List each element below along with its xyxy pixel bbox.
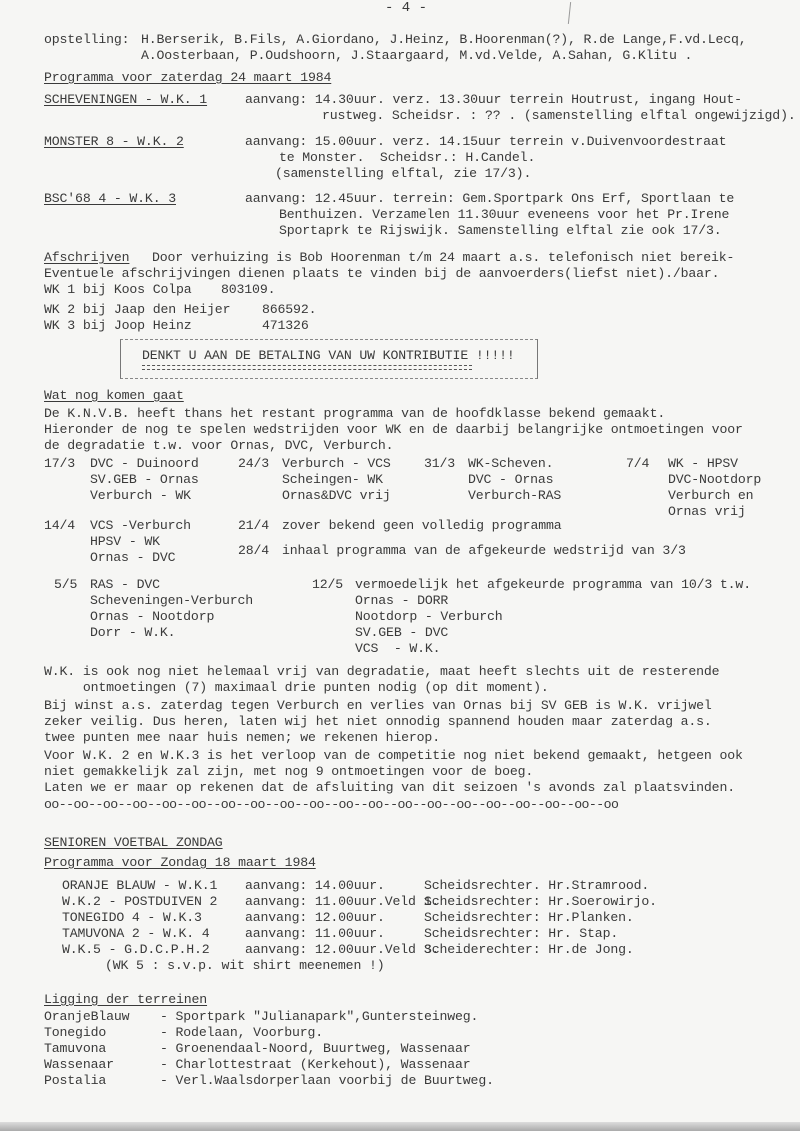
match-details: Benthuizen. Verzamelen 11.30uur eveneens voor het Pr.Irene <box>279 207 730 222</box>
ground-location: - Sportpark "Julianapark",Guntersteinweg. <box>160 1009 479 1024</box>
schedule-date: 12/5 <box>312 577 344 592</box>
ground-location: - Charlottestraat (Kerkehout), Wassenaar <box>160 1057 471 1072</box>
schedule-date: 14/4 <box>44 518 76 533</box>
schedule-game: SV.GEB - DVC <box>355 625 449 640</box>
page-bottom-edge <box>0 1122 800 1131</box>
sunday-start: aanvang: 11.00uur. <box>245 926 385 941</box>
paragraph-line: Bij winst a.s. zaterdag tegen Verburch en verlies van Ornas bij SV GEB is W.K. vrijwel <box>44 698 712 713</box>
contact-phone: 866592. <box>262 302 317 317</box>
match-details: Sportaprk te Rijswijk. Samenstelling elftal zie ook 17/3. <box>279 223 722 238</box>
schedule-date: 21/4 <box>238 518 270 533</box>
schedule-game: vermoedelijk het afgekeurde programma van 10/3 t.w. <box>355 577 751 592</box>
paragraph-line: Laten we er maar op rekenen dat de afsluiting van dit seizoen 's avonds zal plaatsvinden. <box>44 780 735 795</box>
schedule-game: inhaal programma van de afgekeurde wedstrijd van 3/3 <box>282 543 686 558</box>
schedule-game: Scheingen- WK <box>282 472 383 487</box>
ground-club: OranjeBlauw <box>44 1009 130 1024</box>
sunday-referee: Scheiderechter: Hr.de Jong. <box>424 942 634 957</box>
sunday-start: aanvang: 12.00uur.Veld 3. <box>245 942 440 957</box>
schedule-game: Ornas - DVC <box>90 550 176 565</box>
sunday-start: aanvang: 11.00uur.Veld 1. <box>245 894 440 909</box>
sunday-match: ORANJE BLAUW - W.K.1 <box>62 878 218 893</box>
schedule-game: DVC - Duinoord <box>90 456 199 471</box>
schedule-date: 17/3 <box>44 456 76 471</box>
schedule-game: Verburch-RAS <box>468 488 562 503</box>
paragraph-line: zeker veilig. Dus heren, laten wij het niet onnodig spannend houden maar zaterdag a.s. <box>44 714 712 729</box>
grounds-title: Ligging der terreinen <box>44 992 208 1007</box>
schedule-game: Nootdorp - Verburch <box>355 609 503 624</box>
coming-intro: de degradatie t.w. voor Ornas, DVC, Verburch. <box>44 438 394 453</box>
match-details: aanvang: 12.45uur. terrein: Gem.Sportpark Ons Erf, Sportlaan te <box>245 191 735 206</box>
lineup-line-2: A.Oosterbaan, P.Oudshoorn, J.Staargaard, M.vd.Velde, A.Sahan, G.Klitu . <box>141 48 693 63</box>
schedule-game: Verburch - WK <box>90 488 191 503</box>
schedule-date: 28/4 <box>238 543 270 558</box>
sunday-referee: Scheidsrechter: Hr.Soerowirjo. <box>424 894 657 909</box>
schedule-game: zover bekend geen volledig programma <box>282 518 562 533</box>
schedule-game: DVC-Nootdorp <box>668 472 762 487</box>
afschrijven-text: Door verhuizing is Bob Hoorenman t/m 24 maart a.s. telefonisch niet bereik- <box>152 250 735 265</box>
contact-team: WK 2 bij Jaap den Heijer <box>44 302 231 317</box>
sunday-start: aanvang: 14.00uur. <box>245 878 385 893</box>
schedule-date: 5/5 <box>54 577 78 592</box>
contact-phone: 471326 <box>262 318 309 333</box>
coming-intro: De K.N.V.B. heeft thans het restant programma van de hoofdklasse bekend gemaakt. <box>44 406 666 421</box>
match-details: aanvang: 14.30uur. verz. 13.30uur terrein Houtrust, ingang Hout- <box>245 92 742 107</box>
sunday-match: TONEGIDO 4 - W.K.3 <box>62 910 202 925</box>
ground-location: - Rodelaan, Voorburg. <box>160 1025 324 1040</box>
paragraph-line: Voor W.K. 2 en W.K.3 is het verloop van de competitie nog niet bekend gemaakt, hetgeen ook <box>44 748 743 763</box>
page-number: - 4 - <box>385 0 428 16</box>
saturday-program-title: Programma voor zaterdag 24 maart 1984 <box>44 70 332 85</box>
match-title: SCHEVENINGEN - W.K. 1 <box>44 92 208 107</box>
schedule-game: Verburch en <box>668 488 754 503</box>
match-details: (samenstelling elftal, zie 17/3). <box>275 166 532 181</box>
schedule-game: Dorr - W.K. <box>90 625 176 640</box>
sunday-match: W.K.2 - POSTDUIVEN 2 <box>62 894 218 909</box>
double-underline <box>142 365 472 370</box>
lineup-label: opstelling: <box>44 32 130 47</box>
section-divider: oo--oo--oo--oo--oo--oo--oo--oo--oo--oo--oo--oo--oo--oo--oo--oo--oo--oo--oo--oo <box>44 797 619 812</box>
schedule-game: VCS - W.K. <box>355 641 441 656</box>
ground-club: Postalia <box>44 1073 107 1088</box>
schedule-game: WK - HPSV <box>668 456 738 471</box>
sunday-referee: Scheidsrechter: Hr. Stap. <box>424 926 619 941</box>
contact-phone: 803109. <box>221 282 276 297</box>
pen-mark <box>568 2 571 24</box>
paragraph-line: twee punten mee naar huis nemen; we rekenen hierop. <box>44 730 440 745</box>
schedule-game: Ornas - Nootdorp <box>90 609 215 624</box>
schedule-game: VCS -Verburch <box>90 518 191 533</box>
afschrijven-text: Eventuele afschrijvingen dienen plaats te vinden bij de aanvoerders(liefst niet)./baar. <box>44 266 720 281</box>
schedule-game: Verburch - VCS <box>282 456 391 471</box>
schedule-date: 24/3 <box>238 456 270 471</box>
contact-team: WK 1 bij Koos Colpa <box>44 282 192 297</box>
schedule-game: DVC - Ornas <box>468 472 554 487</box>
sunday-referee: Scheidsrechter: Hr.Planken. <box>424 910 634 925</box>
schedule-game: RAS - DVC <box>90 577 160 592</box>
ground-location: - Verl.Waalsdorperlaan voorbij de Buurtweg. <box>160 1073 494 1088</box>
coming-title: Wat nog komen gaat <box>44 388 184 403</box>
schedule-date: 7/4 <box>626 456 650 471</box>
sunday-referee: Scheidsrechter. Hr.Stramrood. <box>424 878 650 893</box>
schedule-game: Ornas vrij <box>668 504 746 519</box>
match-title: BSC'68 4 - W.K. 3 <box>44 191 176 206</box>
ground-club: Tamuvona <box>44 1041 107 1056</box>
match-details: aanvang: 15.00uur. verz. 14.15uur terrein v.Duivenvoordestraat <box>245 134 727 149</box>
schedule-game: HPSV - WK <box>90 534 160 549</box>
sunday-note: (WK 5 : s.v.p. wit shirt meenemen !) <box>105 958 385 973</box>
sunday-match: TAMUVONA 2 - W.K. 4 <box>62 926 210 941</box>
sunday-section-title: SENIOREN VOETBAL ZONDAG <box>44 835 223 850</box>
schedule-game: Scheveningen-Verburch <box>90 593 254 608</box>
sunday-start: aanvang: 12.00uur. <box>245 910 385 925</box>
sunday-program-title: Programma voor Zondag 18 maart 1984 <box>44 855 316 870</box>
ground-club: Tonegido <box>44 1025 107 1040</box>
contact-team: WK 3 bij Joop Heinz <box>44 318 192 333</box>
contribution-notice: DENKT U AAN DE BETALING VAN UW KONTRIBUTIE !!!!! <box>142 348 515 363</box>
match-details: rustweg. Scheidsr. : ?? . (samenstelling elftal ongewijzigd). <box>322 108 796 123</box>
sunday-match: W.K.5 - G.D.C.P.H.2 <box>62 942 210 957</box>
ground-club: Wassenaar <box>44 1057 114 1072</box>
paragraph-line: W.K. is ook nog niet helemaal vrij van degradatie, maat heeft slechts uit de resterende <box>44 664 720 679</box>
paragraph-line: ontmoetingen (7) maximaal drie punten nodig (op dit moment). <box>44 680 549 695</box>
schedule-game: Ornas&DVC vrij <box>282 488 391 503</box>
ground-location: - Groenendaal-Noord, Buurtweg, Wassenaar <box>160 1041 471 1056</box>
schedule-game: SV.GEB - Ornas <box>90 472 199 487</box>
coming-intro: Hieronder de nog te spelen wedstrijden voor WK en de daarbij belangrijke ontmoetingen voor <box>44 422 743 437</box>
lineup-line-1: H.Berserik, B.Fils, A.Giordano, J.Heinz, B.Hoorenman(?), R.de Lange,F.vd.Lecq, <box>141 32 747 47</box>
schedule-game: WK-Scheven. <box>468 456 554 471</box>
schedule-game: Ornas - DORR <box>355 593 449 608</box>
match-details: te Monster. Scheidsr.: H.Candel. <box>279 150 536 165</box>
match-title: MONSTER 8 - W.K. 2 <box>44 134 184 149</box>
schedule-date: 31/3 <box>424 456 456 471</box>
afschrijven-title: Afschrijven <box>44 250 130 265</box>
paragraph-line: niet gemakkelijk zal zijn, met nog 9 ontmoetingen voor de boeg. <box>44 764 534 779</box>
